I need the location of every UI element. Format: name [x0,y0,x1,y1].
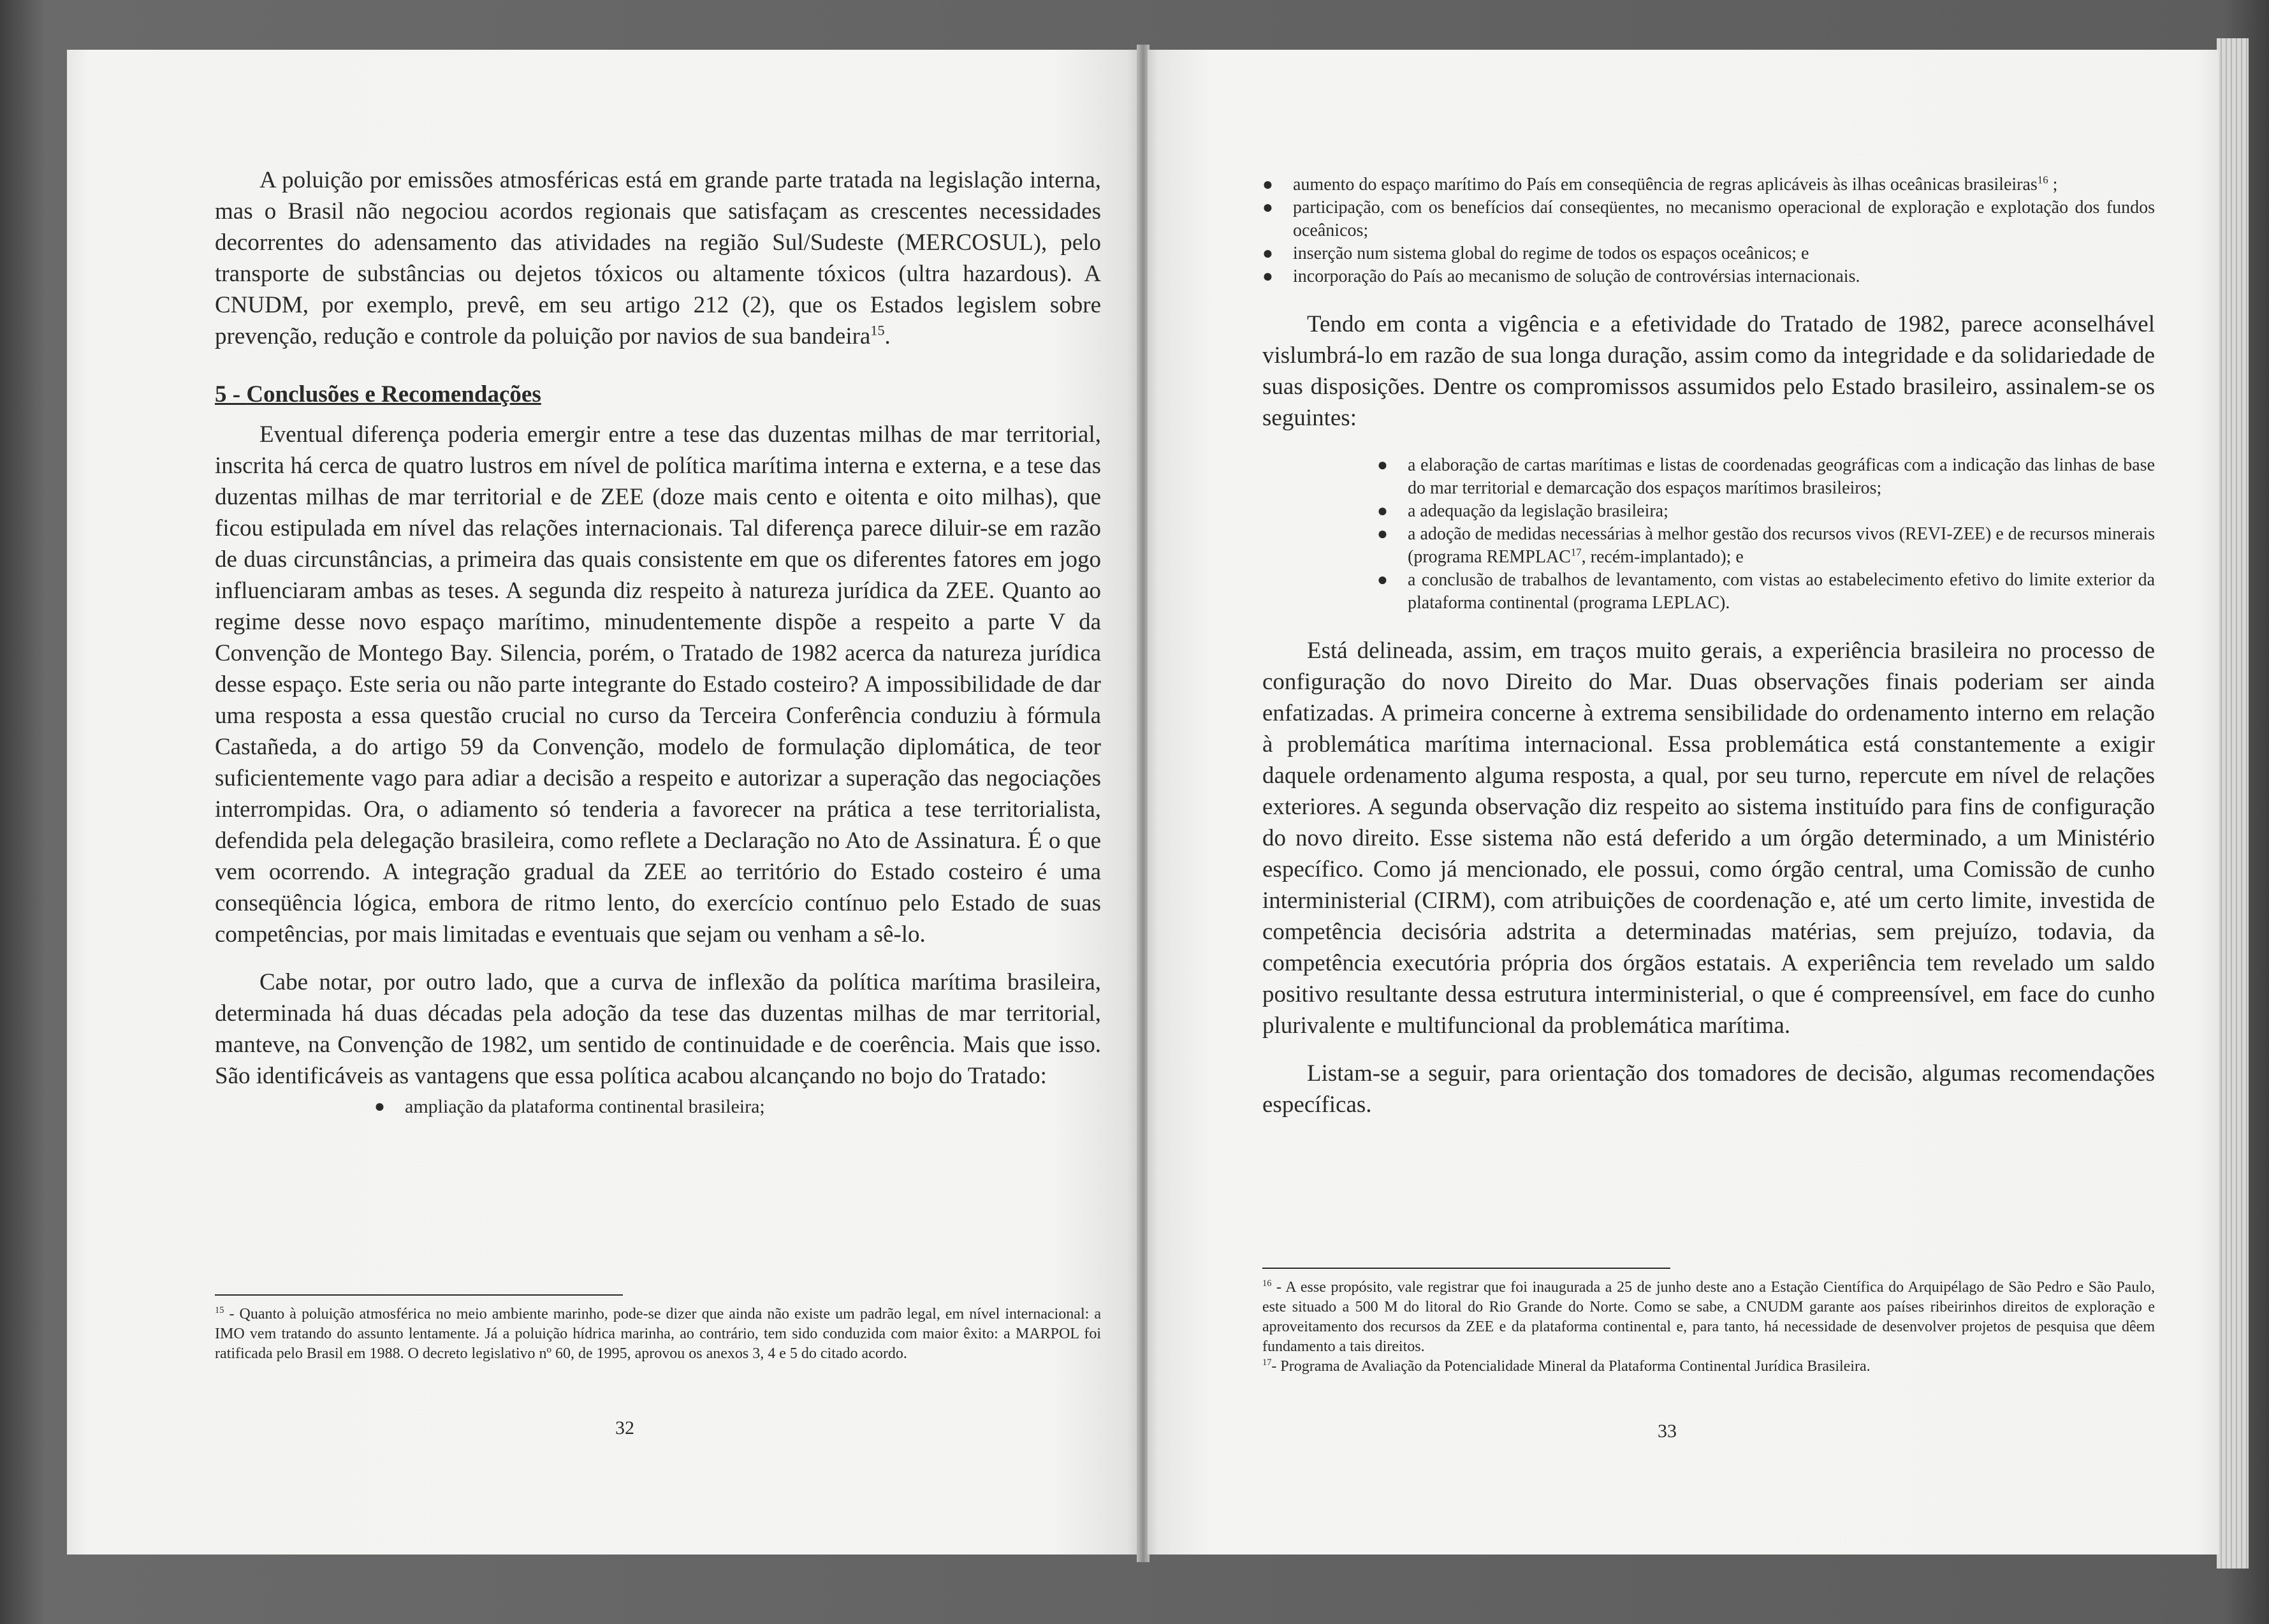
footnote-16-text: - A esse propósito, vale registrar que foi inaugurada a 25 de junho deste ano a Estação Científica do Arquipélago de São Pedro e São Paulo, este situado a 500 M do litoral do Rio Grande do Norte. Como se sabe, a CNUDM garante aos países ribeirinhos direitos de exploração e aproveitamento dos recursos da ZEE e da plataforma continental e, para tanto, há necessidade de desenvolver projetos de pesquisa que dêem fundamento a tais direitos. [1262,1279,2155,1355]
bullet-icon: ● [1262,198,1273,217]
paragraph-pollution-end: . [884,323,891,349]
bullet-icon: ● [1377,570,1388,590]
list-item [1377,454,2155,500]
list-item-text: ampliação da plataforma continental brasileira; [405,1096,765,1117]
list-item [374,1095,1101,1118]
bullet-icon: ● [1262,175,1273,194]
left-page-body [215,165,1101,1122]
paragraph-pollution [215,165,1101,352]
list-item [1262,173,2155,196]
page-number-right: 33 [1658,1421,1677,1442]
footnote-16 [1262,1278,2155,1357]
list-item-text: a conclusão de trabalhos de levantamento, com vistas ao estabelecimento efetivo do limite exterior da plataforma continental (programa LEPLAC). [1408,570,2155,613]
list-item-end: , recém-implantado); e [1581,547,1744,567]
bullet-icon: ● [1262,267,1273,286]
footnote-ref-15: 15 [870,322,885,339]
list-item [1377,569,2155,615]
list-item [1262,196,2155,242]
right-footnotes [1262,1268,2155,1377]
list-item-end: ; [2048,175,2058,194]
list-item-text: participação, com os benefícios daí conseqüentes, no mecanismo operacional de exploração e explotação dos fundos oceânicos; [1293,198,2155,240]
list-item-text: incorporação do País ao mecanismo de solução de controvérsias internacionais. [1293,267,1860,286]
paragraph-tendo: Tendo em conta a vigência e a efetividade do Tratado de 1982, parece aconselhável vislumbrá-lo em razão de sua longa duração, assim como da integridade e da solidariedade de suas disposições. Dentre os compromissos assumidos pelo Estado brasileiro, assinalem-se os seguintes: [1262,311,2155,431]
right-page [1148,50,2219,1555]
list-item-text: a adequação da legislação brasileira; [1408,501,1668,521]
bullet-icon: ● [1377,455,1388,475]
list-item-text: a adoção de medidas necessárias à melhor gestão dos recursos vivos (REVI-ZEE) e de recursos minerais (programa REMPLAC [1408,524,2155,567]
footnote-17-marker: 17 [1262,1357,1272,1368]
paragraph-listam: Listam-se a seguir, para orientação dos tomadores de decisão, algumas recomendações específicas. [1262,1060,2155,1118]
footnote-divider [1262,1268,1670,1269]
bullet-icon: ● [374,1097,385,1116]
right-page-body [1262,170,2155,1120]
page-edge-stack [2217,38,2249,1569]
paragraph-pollution-text: A poluição por emissões atmosféricas está em grande parte tratada na legislação interna, mas o Brasil não negociou acordos regionais que satisfaçam as crescentes necessidades decorrentes do adensamento das atividades na região Sul/Sudeste (MERCOSUL), pelo transporte de substâncias ou dejetos tóxicos ou altamente tóxicos (ultra hazardous). A CNUDM, por exemplo, prevê, em seu artigo 212 (2), que os Estados legislem sobre prevenção, redução e controle da poluição por navios de sua bandeira [215,167,1101,349]
paragraph-esta: Está delineada, assim, em traços muito gerais, a experiência brasileira no processo de configuração do novo Direito do Mar. Duas observações finais poderiam ser ainda enfatizadas. A primeira concerne à extrema sensibilidade do ordenamento interno em relação à problemática marítima internacional. Essa problemática está constantemente a exigir daquele ordenamento alguma resposta, a qual, por seu turno, repercute em nível de relações exteriores. A segunda observação diz respeito ao sistema instituído para fins de configuração do novo direito. Esse sistema não está deferido a um órgão determinado, a um Ministério específico. Como já mencionado, ele possui, como órgão central, uma Comissão de cunho interministerial (CIRM), com atribuições de coordenação e, até um certo limite, investida de competência decisória adstrita a determinadas matérias, sem prejuízo, todavia, da competência executória própria dos órgãos estatais. A experiência tem revelado um saldo positivo resultante dessa estrutura interministerial, o que é compreensível, em face do cunho plurivalente e multifuncional da problemática marítima. [1262,638,2155,1039]
footnote-17-text: - Programa de Avaliação da Potencialidade Mineral da Plataforma Continental Jurídica Brasileira. [1271,1358,1871,1375]
footnote-17 [1262,1357,2155,1377]
page-number-left: 32 [615,1417,634,1438]
section-heading-text: Conclusões e Recomendações [246,381,541,407]
list-item-text: aumento do espaço marítimo do País em conseqüência de regras aplicáveis às ilhas oceânicas brasileiras [1293,175,2038,194]
section-heading [215,379,1101,410]
bullet-icon: ● [1262,244,1273,263]
bullet-icon: ● [1377,501,1388,521]
footnote-15-text: - Quanto à poluição atmosférica no meio ambiente marinho, pode-se dizer que ainda não existe um padrão legal, em nível internacional: a IMO vem tratando do assunto lentamente. Já a poluição hídrica marinha, ao contrário, tem sido conduzida com maior êxito: a MARPOL foi ratificada pelo Brasil em 1988. O decreto legislativo nº 60, de 1995, aprovou os anexos 3, 4 e 5 do citado acordo. [215,1306,1101,1362]
footnote-divider [215,1294,623,1296]
left-footnotes [215,1294,1101,1364]
bullet-icon: ● [1377,524,1388,544]
paragraph-cabe: Cabe notar, por outro lado, que a curva de inflexão da política marítima brasileira, determinada há duas décadas pela adoção da tese das duzentas milhas de mar territorial, manteve, na Convenção de 1982, um sentido de continuidade e de coerência. Mais que isso. São identificáveis as vantagens que essa política acabou alcançando no bojo do Tratado: [215,969,1101,1089]
footnote-15 [215,1305,1101,1364]
list-item [1377,523,2155,569]
paragraph-eventual: Eventual diferença poderia emergir entre a tese das duzentas milhas de mar territorial, inscrita há cerca de quatro lustros em nível de política marítima interna e externa, e a tese das duzentas milhas de mar territorial e de ZEE (doze mais cento e oitenta e oito milhas), que ficou estipulada em nível das relações internacionais. Tal diferença parece diluir-se em razão de duas circunstâncias, a primeira das quais consistente em que os diferentes fatores em jogo influenciaram ambas as teses. A segunda diz respeito à natureza jurídica da ZEE. Quanto ao regime desse novo espaço marítimo, minudentemente dispõe a respeito a parte V da Convenção de Montego Bay. Silencia, porém, o Tratado de 1982 acerca da natureza jurídica desse espaço. Este seria ou não parte integrante do Estado costeiro? A impossibilidade de dar uma resposta a essa questão crucial no curso da Terceira Conferência conduziu à fórmula Castañeda, a do artigo 59 da Convenção, modelo de formulação diplomática, de teor suficientemente vago para adiar a decisão a respeito e autorizar a superação das negociações interrompidas. Ora, o adiamento só tenderia a favorecer na prática a tese territorialista, defendida pela delegação brasileira, como reflete a Declaração no Ato de Assinatura. É o que vem ocorrendo. A integração gradual da ZEE ao território do Estado costeiro é uma conseqüência lógica, embora de ritmo lento, do exercício contínuo pelo Estado de suas competências, por mais limitadas e eventuais que sejam ou venham a sê-lo. [215,421,1101,947]
list-item-text: inserção num sistema global do regime de todos os espaços oceânicos; e [1293,244,1809,263]
footnote-16-marker: 16 [1262,1278,1272,1289]
footnote-ref-17: 17 [1570,546,1582,559]
left-page [67,50,1138,1555]
footnote-ref-16: 16 [2037,173,2048,186]
list-item [1377,500,2155,523]
footnote-15-marker: 15 [215,1305,224,1315]
commitments-list [1262,454,2155,615]
advantages-list [215,1095,1101,1118]
benefits-list [1262,173,2155,288]
list-item [1262,242,2155,265]
list-item [1262,265,2155,288]
list-item-text: a elaboração de cartas marítimas e listas de coordenadas geográficas com a indicação das linhas de base do mar territorial e demarcação dos espaços marítimos brasileiros; [1408,455,2155,498]
section-heading-number: 5 - [215,381,247,407]
